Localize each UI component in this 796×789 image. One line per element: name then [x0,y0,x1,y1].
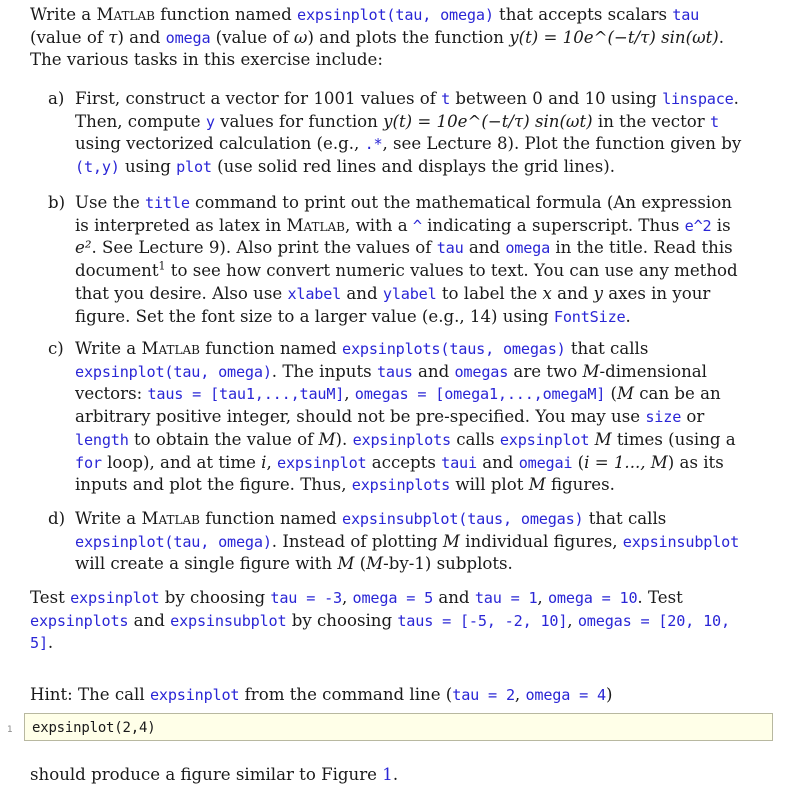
text: and [433,588,475,607]
math-M: M [594,429,612,449]
text: Hint: The call [30,685,150,704]
code-omegai: omegai [518,453,573,472]
listing-line-number: 1 [7,725,13,735]
text: . [392,765,399,784]
code-linspace: linspace [662,90,734,108]
text: to label the [436,283,543,303]
text: , see Lecture 8). Plot the function given by [382,134,742,154]
text: -by-1) subplots. [383,554,513,574]
text: Test [30,588,71,607]
text: figures. [545,475,615,495]
text: function named [199,509,342,528]
task-item-c [48,338,748,497]
text: ( [572,452,585,472]
text: loop), and at time [101,452,262,472]
text: can be an arbitrary positive integer, should not be pre-specified. You may use [75,384,721,427]
text: and [551,283,594,303]
text: Write a [30,5,97,24]
code-fontsize: FontSize [553,307,626,326]
text: is [711,215,731,235]
text: -dimensional vectors: [75,361,707,404]
text: indicating a superscript. Thus [421,215,685,235]
text: , [341,588,353,607]
code-expsinplot-signature: expsinplot(tau, omega) [297,6,494,24]
code-listing [24,713,773,741]
text: (value of [30,27,109,47]
text: command to print out the mathematical formula (An expression is interpreted as latex in [75,193,732,235]
code-e-squared: e^2 [684,216,712,235]
text: Write a [75,509,142,528]
code-caret: ^ [412,216,422,235]
math-formula: y(t) = 10e^(−t/τ) sin(ωt) [509,27,719,47]
math-index-range: i = 1..., M [584,452,668,472]
code-ty: (t,y) [75,158,120,177]
text: and [463,238,506,258]
text: ) [605,685,613,704]
text: . Instead of plotting [271,531,443,551]
text: , [537,588,548,607]
code-size: size [645,408,682,427]
text: . [47,633,54,653]
text: (use solid red lines and displays the grid lines). [211,157,616,177]
code-elementwise-mult: .* [364,135,383,154]
code-title: title [145,194,190,212]
code-omegas-value: omegas = [20, 10, 5] [30,611,730,653]
text: , with a [345,215,413,235]
text: ) and plots the function [307,27,510,47]
code-for: for [75,453,102,472]
math-M: M [318,429,336,449]
text: ). [335,429,353,449]
code-ylabel: ylabel [382,284,437,303]
code-tau-value: tau = -3 [270,589,342,607]
code-taui: taui [441,453,477,472]
task-item-d [48,508,748,576]
code-omega: omega [505,239,551,258]
text: by choosing [286,610,398,630]
text: ( [354,554,367,574]
code-expsinplots: expsinplots [351,476,451,495]
text: that calls [565,339,649,358]
code-expsinplot-signature: expsinplot(tau, omega) [75,362,272,381]
code-t: t [441,90,451,108]
matlab-wordmark: Matlab [141,339,200,358]
code-taus: taus [376,362,413,381]
math-M: M [616,384,634,404]
code-expsinplot-signature: expsinplot(tau, omega) [75,532,272,551]
code-taus-vector: taus = [tau1,...,tauM] [147,385,345,404]
text: ) as its inputs and plot the figure. Thus, [75,452,724,495]
task-item-b [48,192,748,328]
text: , [567,610,578,630]
math-M: M [337,554,355,574]
code-tau-value: tau = 1 [474,589,538,607]
text: . See Lecture 9). Also print the values of [91,238,437,258]
text: and [341,283,383,303]
math-i: i [261,452,267,472]
item-label: b) [48,193,66,212]
text: . The inputs [271,361,377,381]
code-omega-value: omega = 4 [525,686,606,704]
math-tau: τ [108,27,118,47]
text: and [412,361,455,381]
text: will plot [450,475,529,495]
text: and [128,610,171,630]
text: function named [199,339,342,358]
text: to obtain the value of [128,429,319,449]
listing-code: expsinplot(2,4) [32,720,156,736]
text: , [514,685,526,704]
text: (value of [210,27,294,47]
code-expsinplot: expsinplot [149,686,240,704]
text: values for function [214,111,384,131]
text: function named [154,5,297,24]
closing-paragraph [30,764,750,787]
text: using vectorized calculation (e.g., [75,134,365,154]
test-paragraph [30,587,750,655]
code-expsinsubplot: expsinsubplot [622,532,740,551]
figure-reference-link[interactable]: 1 [382,765,393,784]
code-tau: tau [436,239,464,258]
text: accepts [366,452,442,472]
text: by choosing [159,588,271,607]
text: to see how convert numeric values to text. You can use any method that you desire. Also use [75,261,738,303]
text: Write a [75,339,142,358]
code-expsinplot: expsinplot [499,430,590,449]
text: in the title. Read this document [75,238,733,281]
math-M: M [442,531,460,551]
hint-paragraph [30,684,750,707]
text: . The various tasks in this exercise include: [30,27,725,70]
code-plot: plot [176,158,212,177]
code-y: y [205,112,215,131]
text: , [266,452,278,472]
math-y: y [593,283,603,303]
text: that accepts scalars [493,5,673,24]
code-length: length [75,430,129,449]
code-expsinplots-signature: expsinplots(taus, omegas) [342,340,566,358]
text: , [344,384,355,404]
item-label: a) [48,89,65,108]
matlab-wordmark: Matlab [286,215,346,235]
code-expsinplots: expsinplots [352,430,451,449]
code-taus-value: taus = [-5, -2, 10] [397,611,568,630]
task-item-a [48,88,748,179]
code-expsinplots: expsinplots [30,611,129,630]
text: in the vector [592,111,710,131]
text: times (using a [611,429,736,449]
code-expsinplot: expsinplot [277,453,367,472]
text: . [733,89,739,108]
text: Then, compute [75,111,206,131]
math-M: M [582,361,600,381]
footnote-marker[interactable]: 1 [158,259,166,273]
text: using [119,157,177,177]
text: that calls [583,509,667,528]
text: axes in your figure. Set the font size to a larger value (e.g., 14) using [75,283,711,326]
code-omega-value: omega = 10 [547,589,638,607]
code-expsinsubplot: expsinsubplot [170,611,287,630]
matlab-wordmark: Matlab [96,5,155,24]
text: . [625,306,631,326]
code-omega: omega [165,28,211,47]
math-M: M [366,554,384,574]
text: calls [450,429,500,449]
text: . Test [637,588,683,607]
code-omega-value: omega = 5 [352,589,434,607]
code-omegas-vector: omegas = [omega1,...,omegaM] [354,385,606,404]
code-expsinsubplot-signature: expsinsubplot(taus, omegas) [342,510,584,528]
text: between 0 and 10 using [450,89,663,108]
text: are two [508,361,583,381]
text: will create a single figure with [75,554,338,574]
math-x: x [542,283,552,303]
math-formula: y(t) = 10e^(−t/τ) sin(ωt) [383,111,593,131]
code-omegas: omegas [454,362,509,381]
intro-paragraph [30,4,750,72]
text: should produce a figure similar to Figure [30,765,383,784]
math-omega: ω [293,27,308,47]
text: from the command line ( [239,685,453,704]
math-e-squared: e² [75,238,92,258]
text: and [476,452,519,472]
item-label: c) [48,339,64,358]
text: First, construct a vector for 1001 values of [75,89,442,108]
item-label: d) [48,509,66,528]
code-xlabel: xlabel [287,284,342,303]
text: Use the [75,193,146,212]
matlab-wordmark: Matlab [141,509,200,528]
code-expsinplot: expsinplot [70,589,160,607]
text: ) and [117,27,166,47]
code-t: t [709,112,719,131]
text: ( [605,384,617,404]
code-tau-value: tau = 2 [452,686,515,704]
math-M: M [528,475,546,495]
text: or [681,407,705,427]
code-tau: tau [672,6,700,24]
text: individual figures, [459,531,623,551]
